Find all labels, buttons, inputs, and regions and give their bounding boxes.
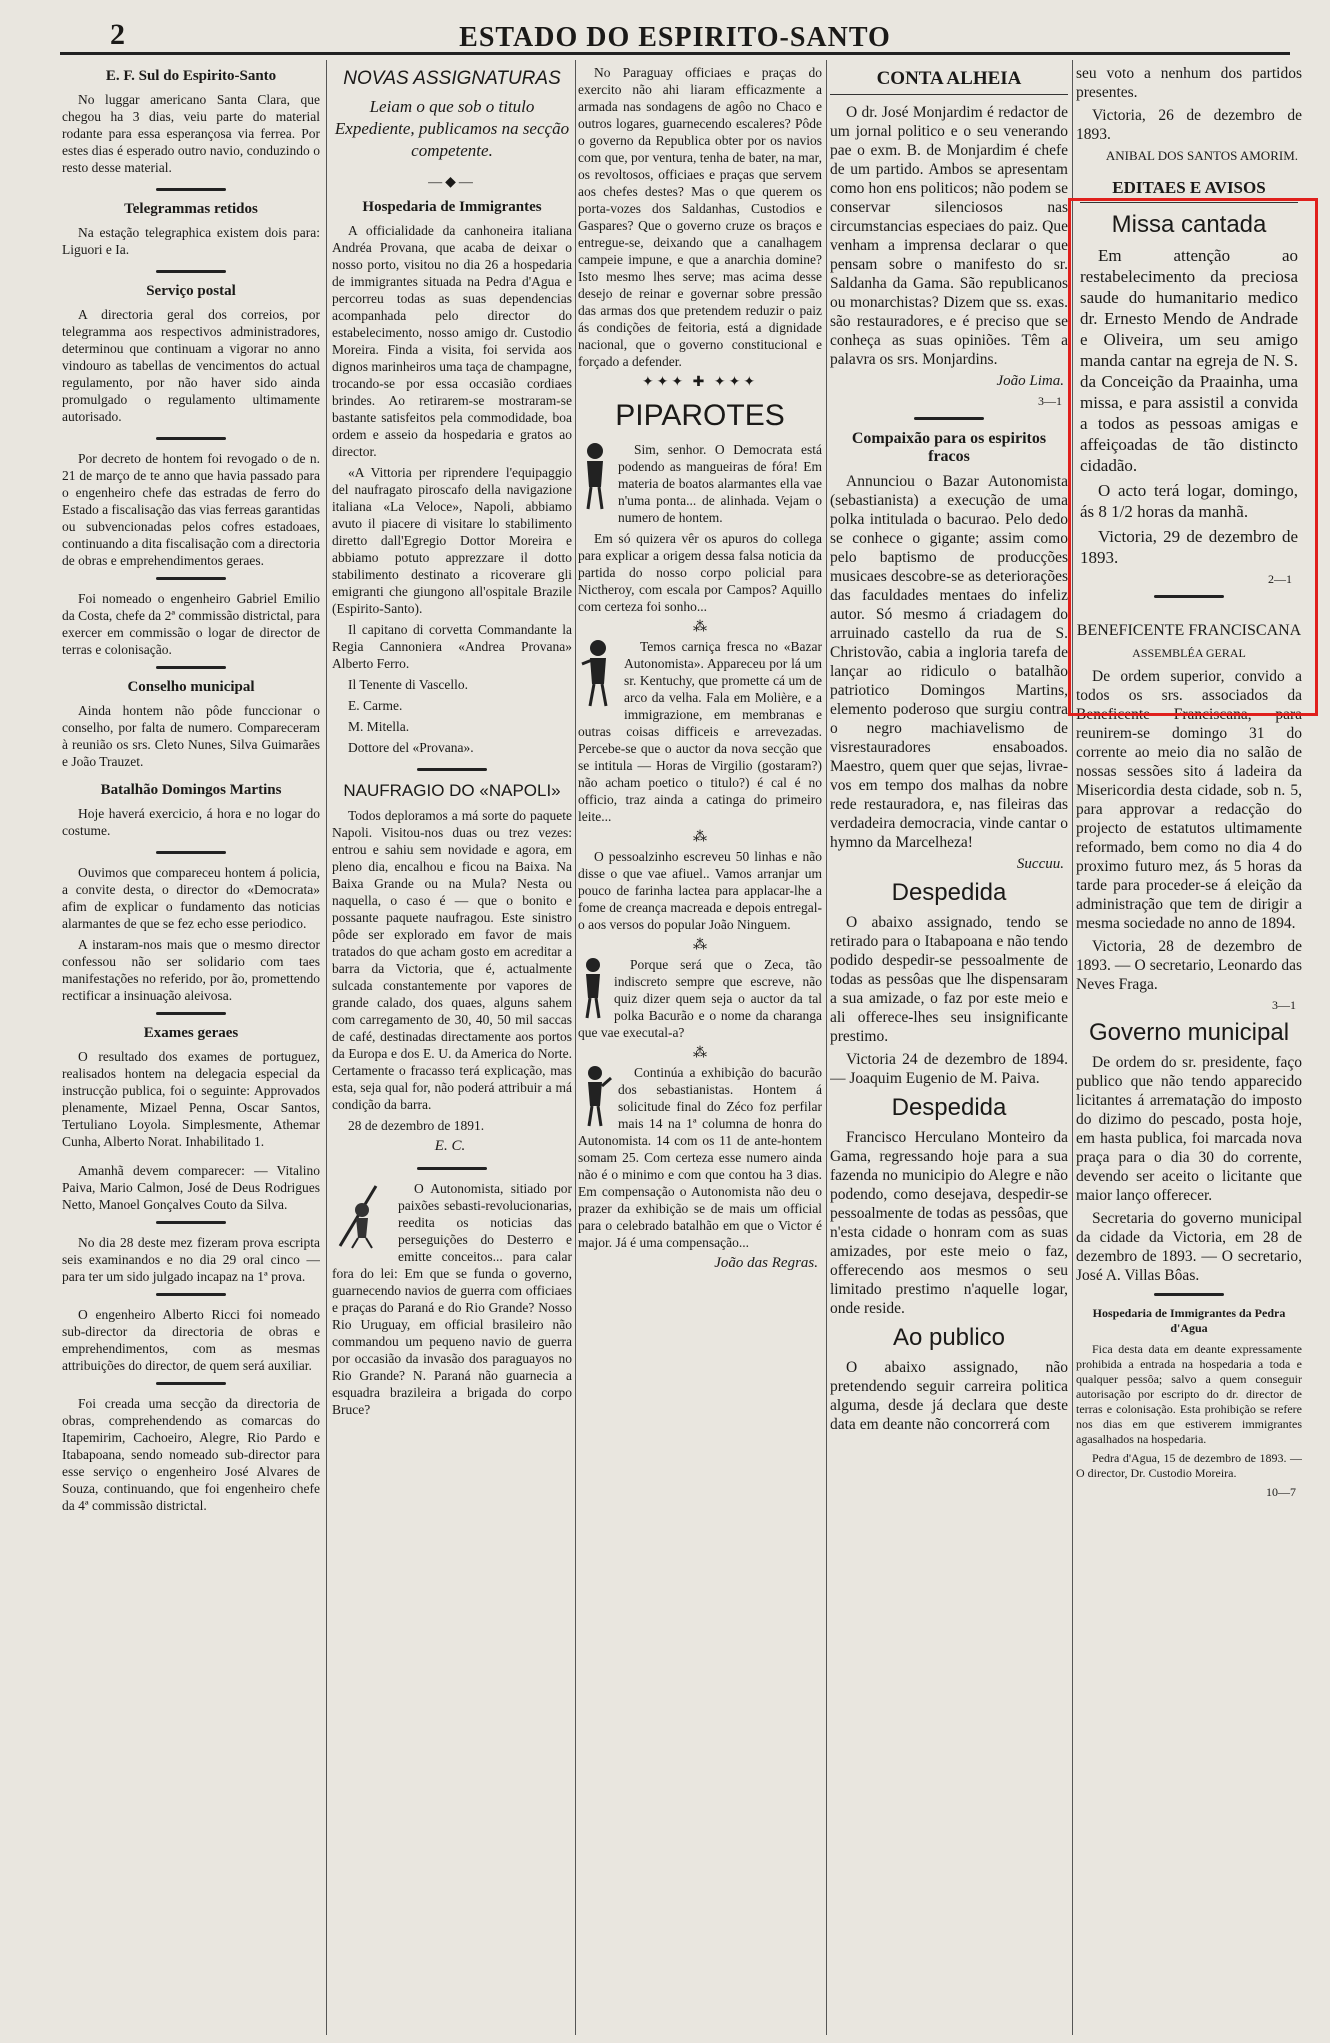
article-body: Em só quizera vêr os apuros do collega para explicar a origem dessa falsa noticia da partida do nosso corpo policial para Nictheroy, com escala por Campos? Aquillo com certeza foi sonho... [578, 531, 822, 614]
article-body: Continúa a exhibição do bacurão dos sebastianistas. Hontem á solicitude final do Zéco foz perfilar mais 14 na 1ª columna de honra do Autonomista. 14 com os 11 de ante-hontem somam 25. Com certeza esse numero ainda não é o minimo e com que contou ha 3 dias. Em compensação o Autonomista não deu o prazer da exhibição se de mais um official para o celebrado batalhão em que o Victor é major. Já é uma compensação... [578, 1065, 822, 1250]
signature-line: Il capitano di corvetta Commandante la Regia Cannoniera «Andrea Provana» Alberto Ferro. [332, 622, 572, 671]
article-body: Hoje haverá exercicio, á hora e no logar do costume. [62, 806, 320, 838]
article-date: Victoria, 29 de dezembro de 1893. [1080, 527, 1298, 567]
article-body: Porque será que o Zeca, tão indiscreto sempre que escreve, não quiz dizer quem seja o auctor da tal polka Bacurão e o nome da charanga que vae executal-a? [578, 957, 822, 1040]
column-3 [578, 64, 822, 2034]
article-body: Foi nomeado o engenheiro Gabriel Emilio da Costa, chefe da 2ª commissão districtal, para exercer em commissão o logar de director de terras e colonisação. [62, 591, 320, 657]
article-title: Serviço postal [146, 283, 236, 299]
article-title: NOVAS ASSIGNATURAS [343, 68, 561, 89]
article [62, 68, 320, 176]
article-body: Temos carniça fresca no «Bazar Autonomista». Appareceu por lá um sr. Kentuchy, que promette cá um de arco da velha. Fala em Molière, e a immigrazione, em membranas e outras coisas difficeis e arrevezadas. Percebe-se que o auctor da nova secção que se intitula — Horas de Virgilio (gostaram?) não acham poetico o titulo?) é cal é no officio, traz ainda a catinga do primeiro leite... [578, 639, 822, 824]
article-body: No Paraguay officiaes e praças do exercito não ahi liaram efficazmente a armada nas sondagens de agôo no Chaco e outros logares, guarnecendo escaleres? Pôde o governo da Republica obter por os navios com que, por ventura, tenha de bater, na mar, os revoltosos, officiaes e praças que servem aos chefes destes? Mas o que querem os porta-vozes dos Saldanhas, Custodios e Gaspares? Que o governo cruze os braços e entregue-se, deixando que a canalhagem campeie impune, e que a anarchia domine? Isto mesmo lhes serve; mas acima desse desejo de reinar e governar sobre pressão das armas dos que pretendem reduzir o paiz ás condições de feitoria, está a dignidade nacional, que o governo constitucional e forçado a defender. [578, 65, 822, 369]
column-rule [575, 60, 576, 2035]
article-body: Em attenção ao restabelecimento da preciosa saude do humanitario medico dr. Ernesto Mendo de Andrade e Oliveira, um seu amigo manda cantar na egreja de N. S. da Conceição da Praainha, uma missa, e para assistil a convida a todos as pessoas amigas e affeiçoadas de tão distincto cidadão. [1080, 246, 1298, 475]
article-title: Telegrammas retidos [124, 201, 258, 217]
divider [914, 417, 984, 420]
figure-silhouette [578, 441, 612, 511]
article-body: O dr. José Monjardim é redactor de um jornal politico e o seu venerando pae o exm. B. de Monjardim é chefe de um partido. Ambos se apresentam como hon ens politicos; não podem se conservar silenciosos nas circumstancias especiaes do paiz. Que venham a imprensa declarar o que pensam sobre o manifesto do sr. Saldanha da Gama. São republicanos ou monarchistas? Dizem que ss. exas. são restauradores, e é preciso que se conheça as suas opiniões. Têm a palavra os srs. Monjardins. [830, 104, 1068, 368]
article-title: Exames geraes [143, 1025, 239, 1041]
article-date: 28 de dezembro de 1891. [348, 1118, 485, 1133]
article-body: O pessoalzinho escreveu 50 linhas e não disse o que vae afiuel.. Vamos arranjar um pouco de farinha lactea para applacar-lhe a fome de creança macreada e depois entregal-o aos versos do popular João Ninguem. [578, 849, 822, 932]
article-title: BENEFICENTE FRANCISCANA [1076, 622, 1302, 639]
article-title: Ao publico [892, 1324, 1006, 1351]
article-title: Governo municipal [1088, 1019, 1290, 1046]
article-body: Foi creada uma secção da directoria de obras, comprehendendo as comarcas do Itapemirim, Cachoeiro, Alegre, Rio Pardo e Itabapoana, sendo nomeado sub-director para esse serviço o engenheiro José Alvares de Souza, continuando, que foi engenheiro chefe da 4ª commissão districtal. [62, 1396, 320, 1513]
article-date: Victoria, 26 de dezembro de 1893. [1076, 107, 1302, 143]
divider [156, 437, 226, 440]
divider [156, 851, 226, 854]
divider [1154, 1293, 1224, 1296]
article-body: No luggar americano Santa Clara, que chegou ha 3 dias, veiu parte do material rodante para essa esperançosa via ferrea. Por estes dias é esperado outro navio, conduzindo o resto desse material. [62, 92, 320, 175]
article-body: seu voto a nenhum dos partidos presentes. [1076, 65, 1302, 101]
article-title: CONTA ALHEIA [830, 68, 1068, 95]
article-body: Todos deploramos a má sorte do paquete Napoli. Visitou-nos duas ou trez vezes: entrou e sahiu sem novidade e agora, em pleno dia, encalhou e ficou na Baixa. Na Baixa Grande ou na Mula? Nesta ou naquella, o caso é — que o bonito e possante paquete naufragou. Este sinistro pôde ser explorado em favor de mais tratados do que acham gosto em acreditar a barra da Victoria, que é, actualmente sulcada constantemente por vapores de grande calado, dos quaes, alguns sahem com carregamento de 30, 40, 50 mil saccas de café, destinadas directamente aos portos da Europa e dos E. U. da America do Norte. Certamente o fracasso terá explicação, mas esta, seja qual for, não poderá attribuir a má condição da barra. [332, 808, 572, 1112]
cartoon-illustration [332, 1180, 392, 1250]
article-body: Ouvimos que compareceu hontem á policia, a convite desta, o director do «Democrata» afim de explicar o fundamento das noticias alarmantes de que se fez echo esse periodico. [62, 865, 320, 931]
column-4 [830, 64, 1068, 2034]
article-title: Compaixão para os espiritos fracos [851, 430, 1047, 465]
article-signature: Victoria 24 de dezembro de 1894. — Joaquim Eugenio de M. Paiva. [830, 1051, 1068, 1087]
signature-line: Dottore del «Provana». [348, 740, 474, 755]
article-body: Sim, senhor. O Democrata está podendo as mangueiras de fóra! Em materia de boatos alarmantes ella vae n'uma ponta... de alinhada. Vejam o numero de hontem. [618, 442, 822, 525]
article-body: Annunciou o Bazar Autonomista (sebastianista) a execução de uma polka intitulada o bacurao. Pelo dedo se conhece o gigante; assim como pelo baptismo de producções musicaes descobre-se as deteriorações das faculdades mentaes do infeliz autor. Só mesmo á criadagem do arruinado castello da rua de S. Christovão, cabia a ingloria tarefa de lançar ao ridiculo o batalhão patriotico Domingos Martins, elemento poderoso que surgiu contra o negro machiavelismo de visrestauradores ensaboados. Maestro, quem quer que sejas, livrae-vos em tempo dos malhas da nobre rede restauradora, e, nas fileiras das verdadeira democracia, vinde cantar o hymno da Marcelheza! [830, 473, 1068, 851]
signature-line: E. Carme. [348, 698, 403, 713]
article-body: A officialidade da canhoneira italiana Andréa Provana, que acaba de deixar o nosso porto, visitou no dia 26 a hospedaria de immigrantes situada na Pedra d'Agua e percorreu todas as suas dependencias acompanhada pelo director do estabelecimento, nosso amigo dr. Custodio Moreira. Finda a visita, foi servida aos dignos marinheiros uma taça de champagne, trocando-se por essa occasião cordiaes brindes. Ao retirarem-se mostraram-se bastante satisfeitos pela commodidade, boa ordem e asseio da hospedaria e gratos ao director. [332, 223, 572, 459]
article-title: Hospedaria de Immigrantes da Pedra d'Agua [1092, 1306, 1286, 1335]
article-body: Amanhã devem comparecer: — Vitalino Paiva, Mario Calmon, José de Deus Rodrigues Netto, Manoel Gonçalves Couto da Silva. [62, 1163, 320, 1212]
column-2 [332, 64, 572, 2034]
article-body: Por decreto de hontem foi revogado o de n. 21 de março de te anno que havia passado para o engenheiro chefe das estradas de ferro do Estado a fiscalisação das vias ferreas garantidas ou subvencionadas pelos cofres estadoaes, continuando a dita fiscalisação com a directoria de obras e emprehendimentos geraes. [62, 451, 320, 568]
article-title: Despedida [891, 879, 1007, 906]
article-body: O acto terá logar, domingo, ás 8 1/2 horas da manhã. [1080, 481, 1298, 521]
article-body: O abaixo assignado, tendo se retirado para o Itabapoana e não tendo podido despedir-se pessoalmente de todas as pessôas que lhe dispensaram a sua amizade, o faz por este meio e ali offerece-lhes seu insignificante prestimo. [830, 914, 1068, 1045]
article-date: Victoria, 28 de dezembro de 1893. — O secretario, Leonardo das Neves Fraga. [1076, 938, 1302, 993]
newspaper-title: ESTADO DO ESPIRITO-SANTO [459, 22, 891, 53]
divider [156, 1382, 226, 1385]
insertion-count: 2—1 [1268, 572, 1292, 586]
article-signature: João das Regras. [714, 1255, 818, 1271]
divider [156, 188, 226, 191]
figure-silhouette [578, 638, 618, 708]
article-body: A instaram-nos mais que o mesmo director confessou não ser solidario com taes manifestações no referido, por ão, promettendo rectificar a insinuação aleivosa. [62, 937, 320, 1003]
section-title: EDITAES E AVISOS [1080, 178, 1298, 203]
notice-lead: Leiam o que sob o titulo Expediente, publicamos na secção competente. [334, 97, 570, 160]
column-rule [326, 60, 327, 2035]
divider [156, 1221, 226, 1224]
article-signature: Succuu. [1016, 856, 1064, 872]
insertion-count: 3—1 [1038, 394, 1062, 408]
divider [417, 768, 487, 771]
article-body: O Autonomista, sitiado por paixões sebasti-revolucionarias, reedita os noticias das perseguições do Desterro e emitte conceitos... para calar fora do lei: Em que se funda o governo, guarnecendo navios de guerra com officiaes e praças do Paraná e do Rio Grande? Nosso Rio Uruguay, em official brasileiro não commandou um pequeno navio de guerra por occasião da invasão dos paraguayos no Rio Grande? N. Paraná não guarnecia a esquadra brazileira a brigada do corpo Bruce? [332, 1181, 572, 1417]
article-title: Batalhão Domingos Martins [100, 782, 282, 798]
figure-silhouette [578, 1064, 612, 1128]
highlight-box [1068, 198, 1318, 716]
article-quote: «A Vittoria per riprendere l'equipaggio del naufragato piroscafo della navigazione italiana «La Veloce», Napoli, abbiamo avuto il piacere di visitare lo stabilimento diretto dall'Egregio Dottor Moreira e abbiamo potuto apprezzare il dotto stabilimento destinato a ricoverare gli emigranti che giungono all'ospitale Brazile (Espirito-Santo). [332, 465, 572, 616]
page-number: 2 [110, 18, 125, 51]
article-signature: E. C. [434, 1138, 466, 1154]
insertion-count: 3—1 [1272, 998, 1296, 1012]
article-body: Francisco Herculano Monteiro da Gama, regressando hoje para a sua fazenda no municipio do Alegre e não podendo, como desejava, despedir-se pessoalmente de todas as pessôas, que n'esta cidade o honram com as suas amizades, por este meio o faz, offerecendo aos mesmos o seu limitado prestimo n'aquelle logar, onde reside. [830, 1129, 1068, 1317]
divider [156, 1012, 226, 1015]
article-signature: João Lima. [996, 373, 1064, 389]
insertion-count: 10—7 [1266, 1485, 1296, 1499]
article-body: O abaixo assignado, não pretendendo seguir carreira politica alguma, desde já declara que deste data em deante não concorrerá com [830, 1359, 1068, 1433]
article-date: Pedra d'Agua, 15 de dezembro de 1893. — O director, Dr. Custodio Moreira. [1076, 1451, 1302, 1480]
article-title: E. F. Sul do Espirito-Santo [105, 68, 277, 84]
article-title: Hospedaria de Immigrantes [362, 199, 542, 215]
article-date: Secretaria do governo municipal da cidade da Victoria, em 28 de dezembro de 1893. — O secretario, José A. Villas Bôas. [1076, 1210, 1302, 1284]
article-body: De ordem do sr. presidente, faço publico que não tendo apparecido licitantes á arrematação do imposto do dizimo do pescado, posta hoje, em hasta publica, foi marcada nova praça para o dia 30 do corrente, devendo ser aceito o licitante que maior lanço offerecer. [1076, 1054, 1302, 1204]
article-title: Despedida [891, 1094, 1007, 1121]
asterism-divider: ⁂ [693, 1046, 707, 1061]
article-title: Missa cantada [1111, 211, 1267, 238]
divider [156, 1293, 226, 1296]
article-signature: ANIBAL DOS SANTOS AMORIM. [1105, 148, 1298, 163]
asterism-divider: ⁂ [693, 620, 707, 635]
ornament-divider: ✦✦✦ ✚ ✦✦✦ [641, 375, 759, 390]
signature-line: M. Mitella. [348, 719, 410, 734]
asterism-divider: ⁂ [693, 830, 707, 845]
column-rule [826, 60, 827, 2035]
article-body: O resultado dos exames de portuguez, realisados hontem na delegacia especial da instrucção publica, foi o seguinte: Approvados plenamente, Mizael Penna, Oscar Santos, Tertuliano Loyola. Simplesmente, Athemar Cunha, Alberto Norat. Inhabilitado 1. [62, 1049, 320, 1149]
article-body: No dia 28 deste mez fizeram prova escripta seis examinandos e no dia 29 oral cinco — para ter um sido julgado incapaz na 1ª prova. [62, 1235, 320, 1284]
divider [417, 1167, 487, 1170]
column-1 [62, 64, 320, 2034]
article-body: Fica desta data em deante expressamente prohibida a entrada na hospedaria a toda e qualquer pessôa; salvo a quem conseguir autorisação por escripto do dr. director de terras e colonisação. Esta prohibição se refere nos dias em que estiverem immigrantes agasalhados na hospedaria. [1076, 1342, 1302, 1446]
masthead [60, 18, 1290, 55]
ornament-divider: —◆— [428, 175, 476, 190]
signature-line: Il Tenente di Vascello. [348, 677, 469, 692]
asterism-divider: ⁂ [693, 938, 707, 953]
article-body: De ordem superior, convido a todos os srs. associados da Beneficente Franciscana, para reunirem-se domingo 31 do corrente ao meio dia no salão de nossas sessões sito á ladeira da Misericordia desta cidade, sob n. 5, para approvar a redacção do projecto de estatutos ultimamente reformado, bem como no dia 4 do proximo futuro mez, ás 5 horas da tarde para proceder-se á eleição da administração que tem de dirigir a mesma sociedade no anno de 1894. [1076, 668, 1302, 932]
article-subtitle: ASSEMBLÉA GERAL [1132, 646, 1246, 660]
article-title: PIPAROTES [615, 399, 785, 432]
article-body: A directoria geral dos correios, por telegramma aos respectivos administradores, determinou que continuam a vigorar no anno vindouro as tabellas de vencimentos do actual regulamento, por não haver sido ainda promulgado o regulamento ultimamente autorisado. [62, 307, 320, 424]
article-body: Na estação telegraphica existem dois para: Liguori e Ia. [62, 225, 320, 257]
figure-silhouette [578, 956, 608, 1020]
divider [156, 577, 226, 580]
article-title: Conselho municipal [127, 679, 255, 695]
divider [156, 270, 226, 273]
article-title: NAUFRAGIO DO «NAPOLI» [343, 781, 561, 800]
article-body: Ainda hontem não pôde funccionar o conselho, por falta de numero. Compareceram à reunião os srs. Cleto Nunes, Silva Guimarães e João Trauzet. [62, 703, 320, 769]
article-body: O engenheiro Alberto Ricci foi nomeado sub-director da directoria de obras e emprehendimentos, com as mesmas attribuições do director, de quem será auxiliar. [62, 1307, 320, 1373]
divider [156, 666, 226, 669]
